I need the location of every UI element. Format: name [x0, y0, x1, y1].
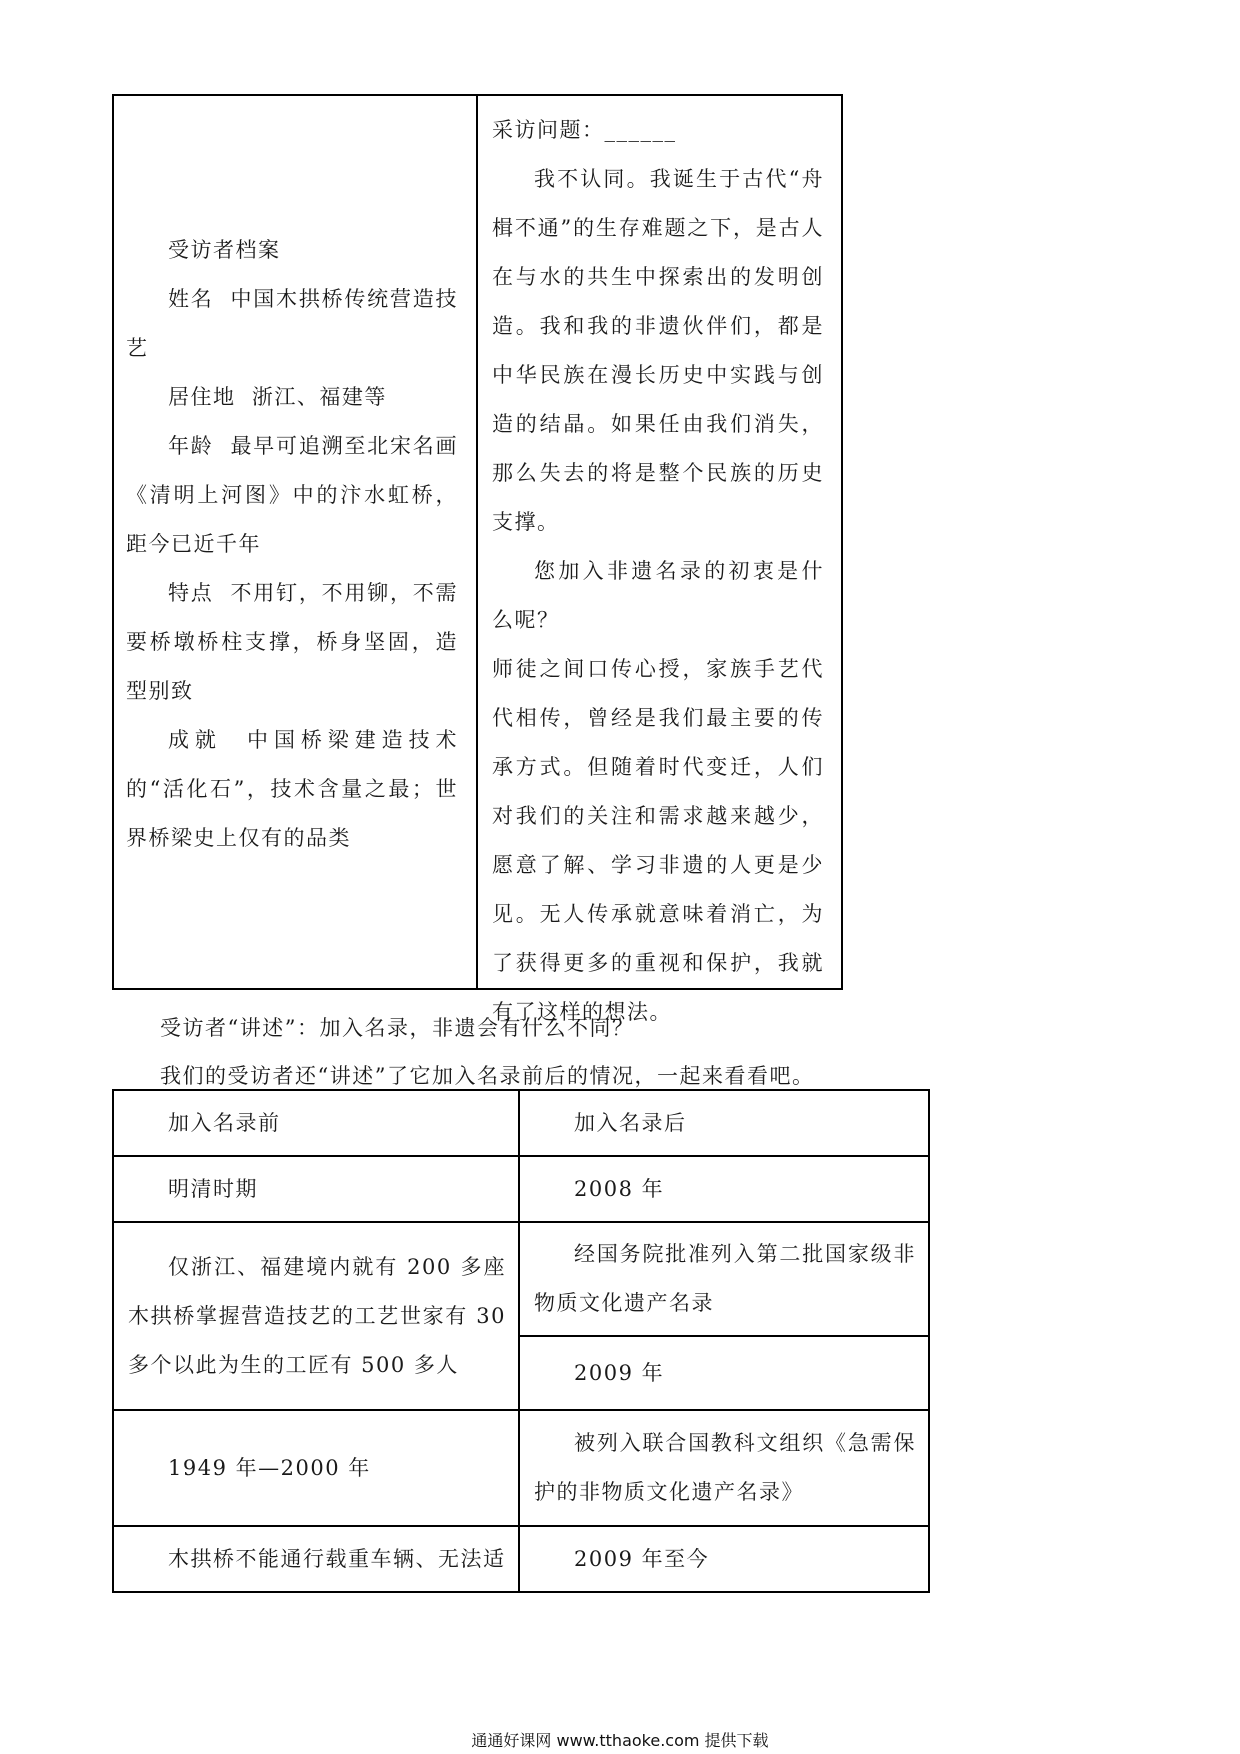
profile-feature	[126, 569, 458, 716]
interview-answer-1: 我不认同。我诞生于古代“舟楫不通”的生存难题之下，是古人在与水的共生中探索出的发明创造。我和我的非遗伙伴们，都是中华民族在漫长历史中实践与创造的结晶。如果任由我们消失，那么失去的将是整个民族的历史支撑。	[492, 167, 824, 534]
before-period-2: 1949 年—2000 年	[113, 1410, 519, 1526]
achievement-value: 中国桥梁建造技术的“活化石”，技术含量之最；世界桥梁史上仅有的品类	[126, 728, 458, 850]
table-row	[113, 1410, 929, 1526]
profile-residence	[126, 373, 458, 422]
history-table	[112, 1089, 930, 1593]
before-period: 明清时期	[113, 1156, 519, 1222]
column-divider	[476, 94, 478, 990]
interview-answer-2: 师徒之间口传心授，家族手艺代代相传，曾经是我们最主要的传承方式。但随着时代变迁，人们对我们的关注和需求越来越少，愿意了解、学习非遗的人更是少见。无人传承就意味着消亡，为了获得更多的重视和保护，我就有了这样的想法。	[492, 657, 824, 1024]
achievement-label: 成就	[168, 728, 222, 752]
header-after: 加入名录后	[519, 1090, 929, 1156]
after-2009: 2009 年	[519, 1336, 929, 1410]
table-row	[113, 1090, 929, 1156]
feature-label: 特点	[168, 581, 214, 605]
after-2009-now: 2009 年至今	[519, 1526, 929, 1592]
residence-label: 居住地	[168, 385, 236, 409]
name-label: 姓名	[168, 287, 214, 311]
table-row	[113, 1156, 929, 1222]
before-detail-2: 木拱桥不能通行载重车辆、无法适	[113, 1526, 519, 1592]
section-line-2: 我们的受访者还“讲述”了它加入名录前后的情况，一起来看看吧。	[160, 1064, 815, 1088]
after-2008: 2008 年	[519, 1156, 929, 1222]
profile-name	[126, 275, 458, 373]
footer-credit: 通通好课网 www.tthaoke.com 提供下载	[471, 1731, 769, 1750]
profile-column	[126, 226, 458, 863]
table-row	[113, 1526, 929, 1592]
interview-question-label: 采访问题：______	[492, 118, 677, 142]
name-value: 中国木拱桥传统营造技艺	[126, 287, 459, 360]
profile-age	[126, 422, 458, 569]
age-label: 年龄	[168, 434, 214, 458]
age-value: 最早可追溯至北宋名画《清明上河图》中的汴水虹桥，距今已近千年	[126, 434, 459, 556]
section-line-1: 受访者“讲述”：加入名录，非遗会有什么不同？	[160, 1016, 635, 1040]
profile-achievement	[126, 716, 458, 863]
table-row	[113, 1222, 929, 1336]
feature-value: 不用钉，不用铆，不需要桥墩桥柱支撑，桥身坚固，造型别致	[126, 581, 459, 703]
profile-heading: 受访者档案	[168, 238, 281, 262]
after-2009-detail: 被列入联合国教科文组织《急需保护的非物质文化遗产名录》	[519, 1410, 929, 1526]
header-before: 加入名录前	[113, 1090, 519, 1156]
after-2008-detail: 经国务院批准列入第二批国家级非物质文化遗产名录	[519, 1222, 929, 1336]
residence-value: 浙江、福建等	[251, 385, 387, 409]
interview-column	[492, 106, 824, 1037]
before-detail: 仅浙江、福建境内就有 200 多座木拱桥掌握营造技艺的工艺世家有 30 多个以此为生的工匠有 500 多人	[113, 1222, 519, 1410]
interview-question-2: 您加入非遗名录的初衷是什么呢？	[492, 559, 824, 632]
